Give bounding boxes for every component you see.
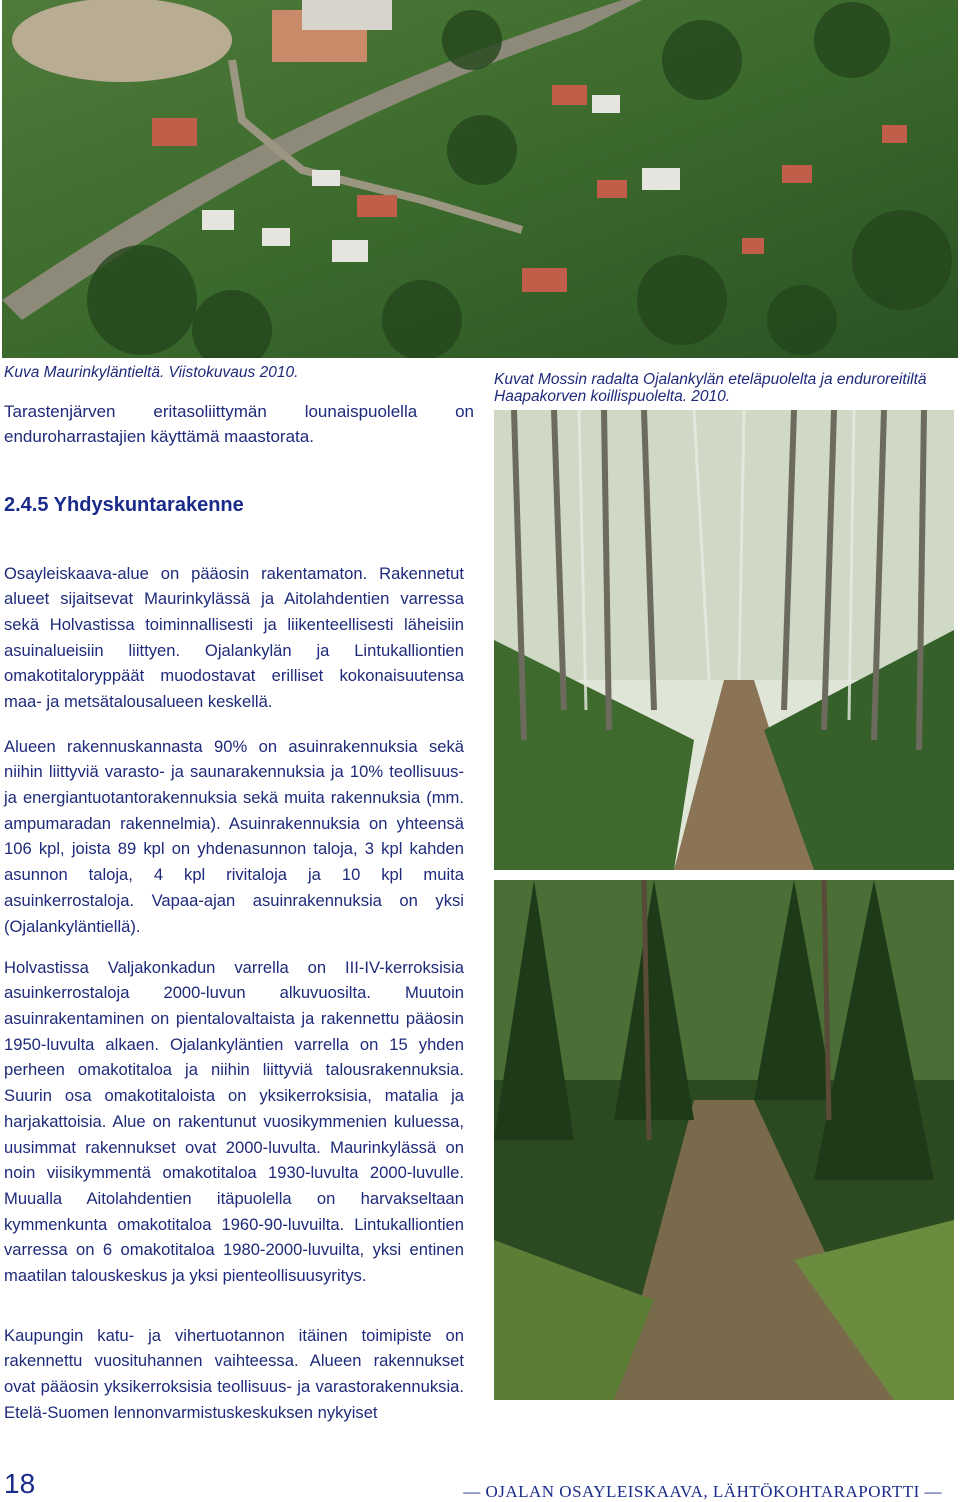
aerial-photo-image (2, 0, 958, 358)
enduro-trail-photo (494, 880, 954, 1400)
forest-trail-photo-image (494, 410, 954, 870)
enduro-trail-photo-image (494, 880, 954, 1400)
body-paragraph: Osayleiskaava-alue on pääosin rakentamaton. Rakennetut alueet sijaitsevat Maurinkylässä ja Aitolahdentien varressa sekä Holvastissa toiminnallisesti ja liikenteellisesti läheisiin asuinalueisiin liittyen. Ojalankylän ja Lintukalliontien omakotitaloryppäät muodostavat erilliset kokonaisuutensa maa- ja metsätalousalueen keskellä. (4, 563, 464, 712)
section-heading: 2.4.5 Yhdyskuntarakenne (4, 494, 244, 516)
footer-title: — OJALAN OSAYLEISKAAVA, LÄHTÖKOHTARAPORTTI — (463, 1482, 942, 1502)
body-paragraph: Alueen rakennuskannasta 90% on asuinrakennuksia sekä niihin liittyviä varasto- ja saunarakennuksia ja 10% teollisuus- ja energiantuotantorakennuksia sekä muita rakennuksia (mm. ampumaradan rakennelmia). Asuinrakennuksia on yhteensä 106 kpl, joista 89 kpl on yhdenasunnon taloja, 3 kpl kahden asunnon taloja, 4 kpl rivitaloja ja 10 kpl muita asuinkerrostaloja. Vapaa-ajan asuinrakennuksia on yksi (Ojalankyläntiellä). (4, 736, 464, 936)
body-paragraph: Kaupungin katu- ja vihertuotannon itäinen toimipiste on rakennettu vuosituhannen vaihteessa. Alueen rakennukset ovat pääosin yksikerroksisia teollisuus- ja varastorakennuksia. Etelä-Suomen lennonvarmistuskeskuksen nykyiset (4, 1325, 464, 1422)
left-caption-text: Tarastenjärven eritasoliittymän lounaispuolella on enduroharrastajien käyttämä maastorata. (4, 402, 474, 446)
forest-trail-photo (494, 410, 954, 870)
body-paragraph: Holvastissa Valjakonkadun varrella on III-IV-kerroksisia asuinkerrostaloja 2000-luvun alkuvuosilta. Muutoin asuinrakentaminen on pientalovaltaista ja rakennettu pääosin 1950-luvulta alkaen. Ojalankyläntien varrella on 15 yhden perheen omakotitaloa ja niihin liittyviä talousrakennuksia. Suurin osa omakotitaloista on yksikerroksisia, matalia ja harjakattoisia. Alue on rakentunut vuosikymmenien kuluessa, uusimmat rakennukset ovat 2000-luvulta. Maurinkylässä on noin viisikymmentä omakotitaloa 1930-luvulta 2000-luvulle. Muualla Aitolahdentien itäpuolella on harvakseltaan kymmenkunta omakotitaloa 1960-90-luvuilta. Lintukalliontien varressa on 6 omakotitaloa 1980-2000-luvuilta, yksi entinen maatilan talouskeskus ja yksi pienteollisuusyritys. (4, 957, 464, 1286)
right-photos-caption: Kuvat Mossin radalta Ojalankylän eteläpuolelta ja enduroreitiltä Haapakorven koillispuolelta. 2010. (494, 371, 927, 405)
aerial-photo (2, 0, 958, 358)
page-number: 18 (4, 1468, 36, 1499)
left-photo-caption: Kuva Maurinkyläntieltä. Viistokuvaus 2010. (4, 364, 299, 381)
